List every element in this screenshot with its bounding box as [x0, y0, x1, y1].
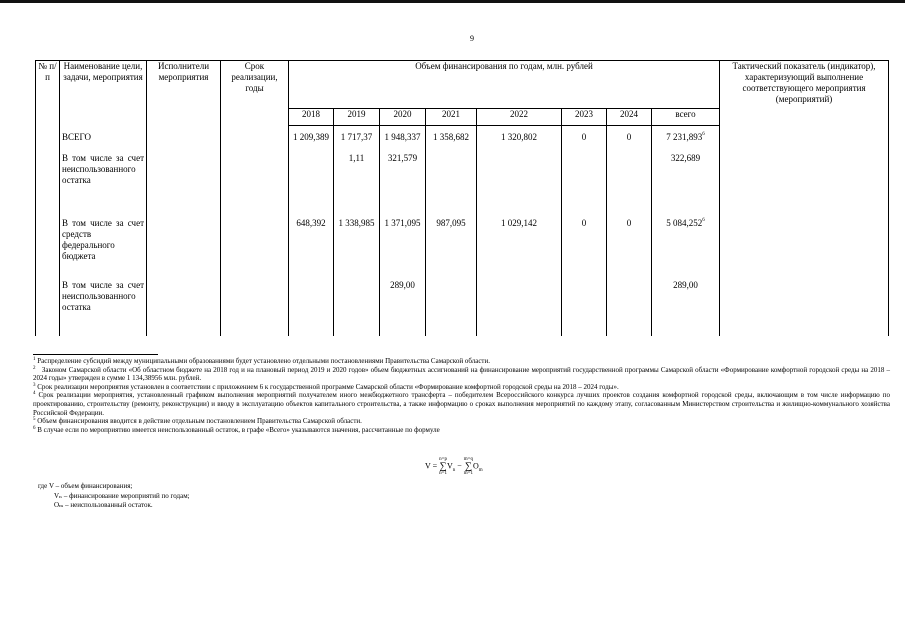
header-year: 2022: [477, 109, 562, 126]
definition: Oₘ – неиспользованный остаток.: [54, 501, 153, 509]
top-border: [0, 0, 905, 3]
cell-value: [477, 274, 562, 336]
footnote: $^6$ В случае если по мероприятию имеется неиспользованный остаток, в графе «Всего» указываются значения, рассчитанные по формуле: [33, 425, 440, 434]
cell-value: [607, 274, 652, 336]
cell-value: 321,579: [380, 146, 426, 210]
header-year: 2023: [562, 109, 607, 126]
header-year: 2024: [607, 109, 652, 126]
cell-value: 289,00: [380, 274, 426, 336]
table-row: [36, 274, 889, 336]
row-label: ВСЕГО: [60, 126, 147, 146]
cell-value: 648,392: [289, 210, 334, 274]
cell-value: 1 338,985: [334, 210, 380, 274]
cell-total: 7 231,893$^6$: [652, 126, 720, 146]
footnote: $^5$ Объем финансирования вводится в действие отдельным постановлением Правительства Самарской области.: [33, 417, 362, 426]
header-period: Срок реализации, годы: [221, 61, 289, 126]
header-name: Наименование цели, задачи, мероприятия: [60, 61, 147, 126]
header-year: 2019: [334, 109, 380, 126]
cell-value: [289, 274, 334, 336]
cell-value: [562, 146, 607, 210]
cell-value: 1 948,337: [380, 126, 426, 146]
cell-total: 289,00: [652, 274, 720, 336]
footnotes: [33, 354, 890, 434]
header-indicator: Тактический показатель (индикатор), характеризующий выполнение соответствующего мероприятия (мероприятий): [720, 61, 889, 126]
header-funding: Объем финансирования по годам, млн. рублей: [289, 61, 720, 109]
table-row: [36, 210, 889, 274]
cell-value: [334, 274, 380, 336]
cell-total: 5 084,252$^6$: [652, 210, 720, 274]
cell-value: 1 320,802: [477, 126, 562, 146]
footnote: $^1$ Распределение субсидий между муниципальными образованиями будет установлено отдельными постановлениями Правительства Самарской области.: [33, 357, 490, 365]
row-label: В том числе за счет неиспользованного остатка: [60, 146, 147, 210]
header-executors: Исполнители мероприятия: [147, 61, 221, 126]
cell-value: 0: [607, 210, 652, 274]
header-year: 2021: [426, 109, 477, 126]
cell-value: 1 029,142: [477, 210, 562, 274]
formula: V = n=p ∑ $n=1V_n - m=q$ ∑ $m=1O_m$: [425, 457, 483, 476]
formula-definitions: [38, 482, 190, 511]
cell-value: 1 717,37: [334, 126, 380, 146]
cell-value: 0: [607, 126, 652, 146]
cell-value: 1 371,095: [380, 210, 426, 274]
cell-value: 1 209,389: [289, 126, 334, 146]
definition: где V – объем финансирования;: [38, 482, 133, 490]
cell-value: 1,11: [334, 146, 380, 210]
cell-value: [289, 146, 334, 210]
cell-value: [426, 274, 477, 336]
cell-total: 322,689: [652, 146, 720, 210]
footnote: $^2$ Законом Самарской области «Об областном бюджете на 2018 год и на плановый период 2019 и 2020 годов» объем бюджетных ассигнований на финансирование мероприятий государственной программы Самарской области «Формирование комфортной городской среды на 2018 – 2024 годы» утвержден в сумме 1 134,38956 млн. рублей.: [33, 365, 891, 383]
footnote-ref: 6: [702, 132, 705, 137]
table-row: [36, 126, 889, 146]
cell-value: 0: [562, 126, 607, 146]
header-total: всего: [652, 109, 720, 126]
cell-value: [562, 274, 607, 336]
row-label: В том числе за счет средств федерального бюджета: [60, 210, 147, 274]
cell-value: 987,095: [426, 210, 477, 274]
row-label: В том числе за счет неиспользованного остатка: [60, 274, 147, 336]
cell-value: [607, 146, 652, 210]
page-number: 9: [470, 34, 474, 43]
table-row: [36, 146, 889, 210]
footnote: $^3$ Срок реализации мероприятия установлен в соответствии с приложением 6 к государственной программе Самарской области «Формирование комфортной городской среды на 2018 – 2024 годы».: [33, 382, 619, 391]
footnote-rule: [33, 354, 158, 355]
cell-value: 1 358,682: [426, 126, 477, 146]
footnote: $^4$ Срок реализации мероприятия, установленный графиком выполнения мероприятий получателем иного межбюджетного трансферта – победителем Всероссийского конкурса лучших проектов создания комфортной городской среды, включающим в том числе информацию по проектированию, строительству (ремонту, реконструкции) и вводу в эксплуатацию объектов капитального строительства, а также информацию о сроках выполнения мероприятий по каждому этапу, согласованным Министерством строительства и жилищно-коммунального хозяйства Российской Федерации.: [33, 391, 891, 417]
footnote-ref: 6: [702, 217, 705, 223]
definition: Vₙ – финансирование мероприятий по годам;: [54, 491, 190, 500]
cell-value: [477, 146, 562, 210]
funding-table: [35, 60, 889, 336]
header-year: 2018: [289, 109, 334, 126]
cell-value: [426, 146, 477, 210]
header-no: № п/п: [36, 61, 60, 126]
header-year: 2020: [380, 109, 426, 126]
cell-value: 0: [562, 210, 607, 274]
